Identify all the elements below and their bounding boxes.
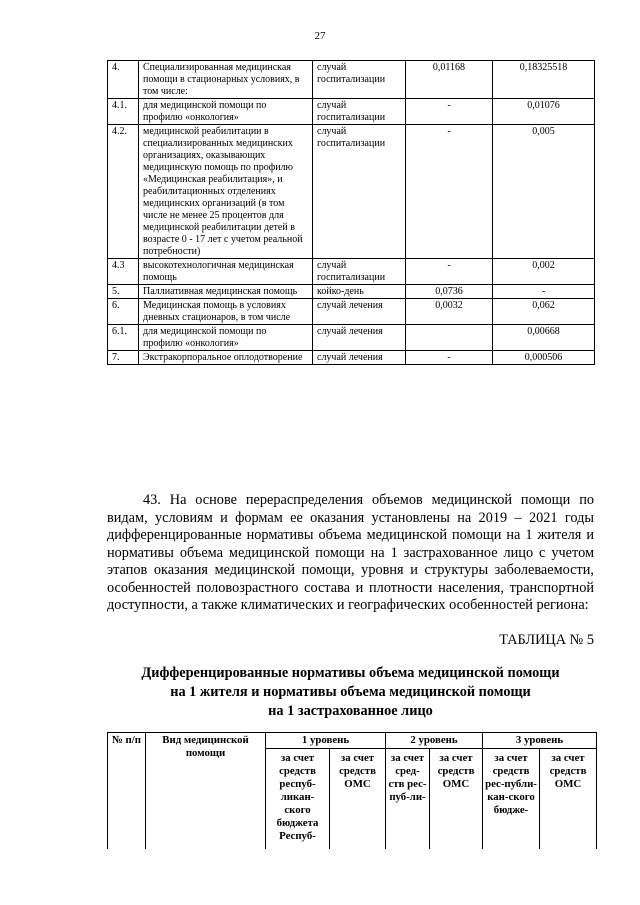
table-row xyxy=(108,125,595,259)
differentiated-norms-table xyxy=(107,732,597,849)
table-label: ТАБЛИЦА № 5 xyxy=(499,632,594,648)
paragraph-43 xyxy=(107,492,594,615)
volume-norms-table xyxy=(107,60,595,365)
cell-name: Специализированная медицинская помощи в стационарных условиях, в том числе: xyxy=(139,61,313,99)
cell-name: Медицинская помощь в условиях дневных стационаров, в том числе xyxy=(139,299,313,325)
header-level-2: 2 уровень xyxy=(386,733,483,749)
cell-unit: случай госпитализации xyxy=(313,259,406,285)
header-level-3: 3 уровень xyxy=(483,733,597,749)
cell-name: для медицинской помощи по профилю «онкология» xyxy=(139,325,313,351)
table-row xyxy=(108,299,595,325)
cell-v1: 0,0736 xyxy=(406,285,493,299)
cell-unit: случай лечения xyxy=(313,299,406,325)
table-title xyxy=(107,664,594,721)
cell-num: 6.1. xyxy=(108,325,139,351)
cell-num: 4.3 xyxy=(108,259,139,285)
cell-v2: 0,005 xyxy=(493,125,595,259)
title-line-3: на 1 застрахованное лицо xyxy=(268,703,433,719)
header-l2-oms: за счет средств ОМС xyxy=(430,749,483,850)
cell-unit: случай лечения xyxy=(313,325,406,351)
cell-unit: случай лечения xyxy=(313,351,406,365)
cell-name: для медицинской помощи по профилю «онкология» xyxy=(139,99,313,125)
table-row xyxy=(108,61,595,99)
page-number: 27 xyxy=(314,30,326,42)
cell-num: 6. xyxy=(108,299,139,325)
cell-v2: - xyxy=(493,285,595,299)
table-row xyxy=(108,99,595,125)
cell-v1: - xyxy=(406,125,493,259)
header-l3-oms: за счет средств ОМС xyxy=(540,749,597,850)
cell-v2: 0,002 xyxy=(493,259,595,285)
paragraph-text: 43. На основе перераспределения объемов медицинской помощи по видам, условиям и формам ее оказания установлены на 2019 – 2021 годы дифференцированные нормативы объема медицинской помощи на 1 жителя и нормативы объема медицинской помощи на 1 застрахованное лицо с учетом этапов оказания медицинской помощи, уровня и структуры заболеваемости, особенностей половозрастного состава и плотности населения, транспортной доступности, а также климатических и географических особенностей региона: xyxy=(107,492,594,613)
cell-unit: случай госпитализации xyxy=(313,99,406,125)
title-line-2: на 1 жителя и нормативы объема медицинской помощи xyxy=(170,684,531,700)
cell-num: 4. xyxy=(108,61,139,99)
cell-v1 xyxy=(406,325,493,351)
cell-unit: койко-день xyxy=(313,285,406,299)
cell-name: Паллиативная медицинская помощь xyxy=(139,285,313,299)
cell-v1: - xyxy=(406,351,493,365)
table-row xyxy=(108,351,595,365)
cell-unit: случай госпитализации xyxy=(313,125,406,259)
table-row xyxy=(108,259,595,285)
cell-v1: - xyxy=(406,259,493,285)
cell-v2: 0,00668 xyxy=(493,325,595,351)
cell-v2: 0,18325518 xyxy=(493,61,595,99)
header-level-1: 1 уровень xyxy=(266,733,386,749)
cell-num: 5. xyxy=(108,285,139,299)
cell-name: медицинской реабилитации в специализированных медицинских организациях, оказывающих медицинскую помощь по профилю «Медицинская реабилитация», и реабилитационных отделениях медицинских организаций (в том числе не менее 25 процентов для медицинской реабилитации детей в возрасте 0 - 17 лет с учетом реальной потребности) xyxy=(139,125,313,259)
cell-unit: случай госпитализации xyxy=(313,61,406,99)
cell-v2: 0,01076 xyxy=(493,99,595,125)
cell-v2: 0,000506 xyxy=(493,351,595,365)
cell-v1: 0,01168 xyxy=(406,61,493,99)
header-l1-budget: за счет средств респуб-ликан-ского бюджета Респуб- xyxy=(266,749,330,850)
cell-name: высокотехнологичная медицинская помощь xyxy=(139,259,313,285)
table-row xyxy=(108,285,595,299)
table-row xyxy=(108,325,595,351)
cell-num: 7. xyxy=(108,351,139,365)
header-l2-budget: за счет сред-ств рес-пуб-ли- xyxy=(386,749,430,850)
cell-num: 4.2. xyxy=(108,125,139,259)
cell-name: Экстракорпоральное оплодотворение xyxy=(139,351,313,365)
cell-v2: 0,062 xyxy=(493,299,595,325)
header-l3-budget: за счет средств рес-публи-кан-ского бюдже- xyxy=(483,749,540,850)
cell-v1: 0,0032 xyxy=(406,299,493,325)
header-num: № п/п xyxy=(108,733,146,850)
title-line-1: Дифференцированные нормативы объема медицинской помощи xyxy=(141,665,560,681)
cell-num: 4.1. xyxy=(108,99,139,125)
header-care-type: Вид медицинской помощи xyxy=(146,733,266,850)
cell-v1: - xyxy=(406,99,493,125)
header-l1-oms: за счет средств ОМС xyxy=(330,749,386,850)
